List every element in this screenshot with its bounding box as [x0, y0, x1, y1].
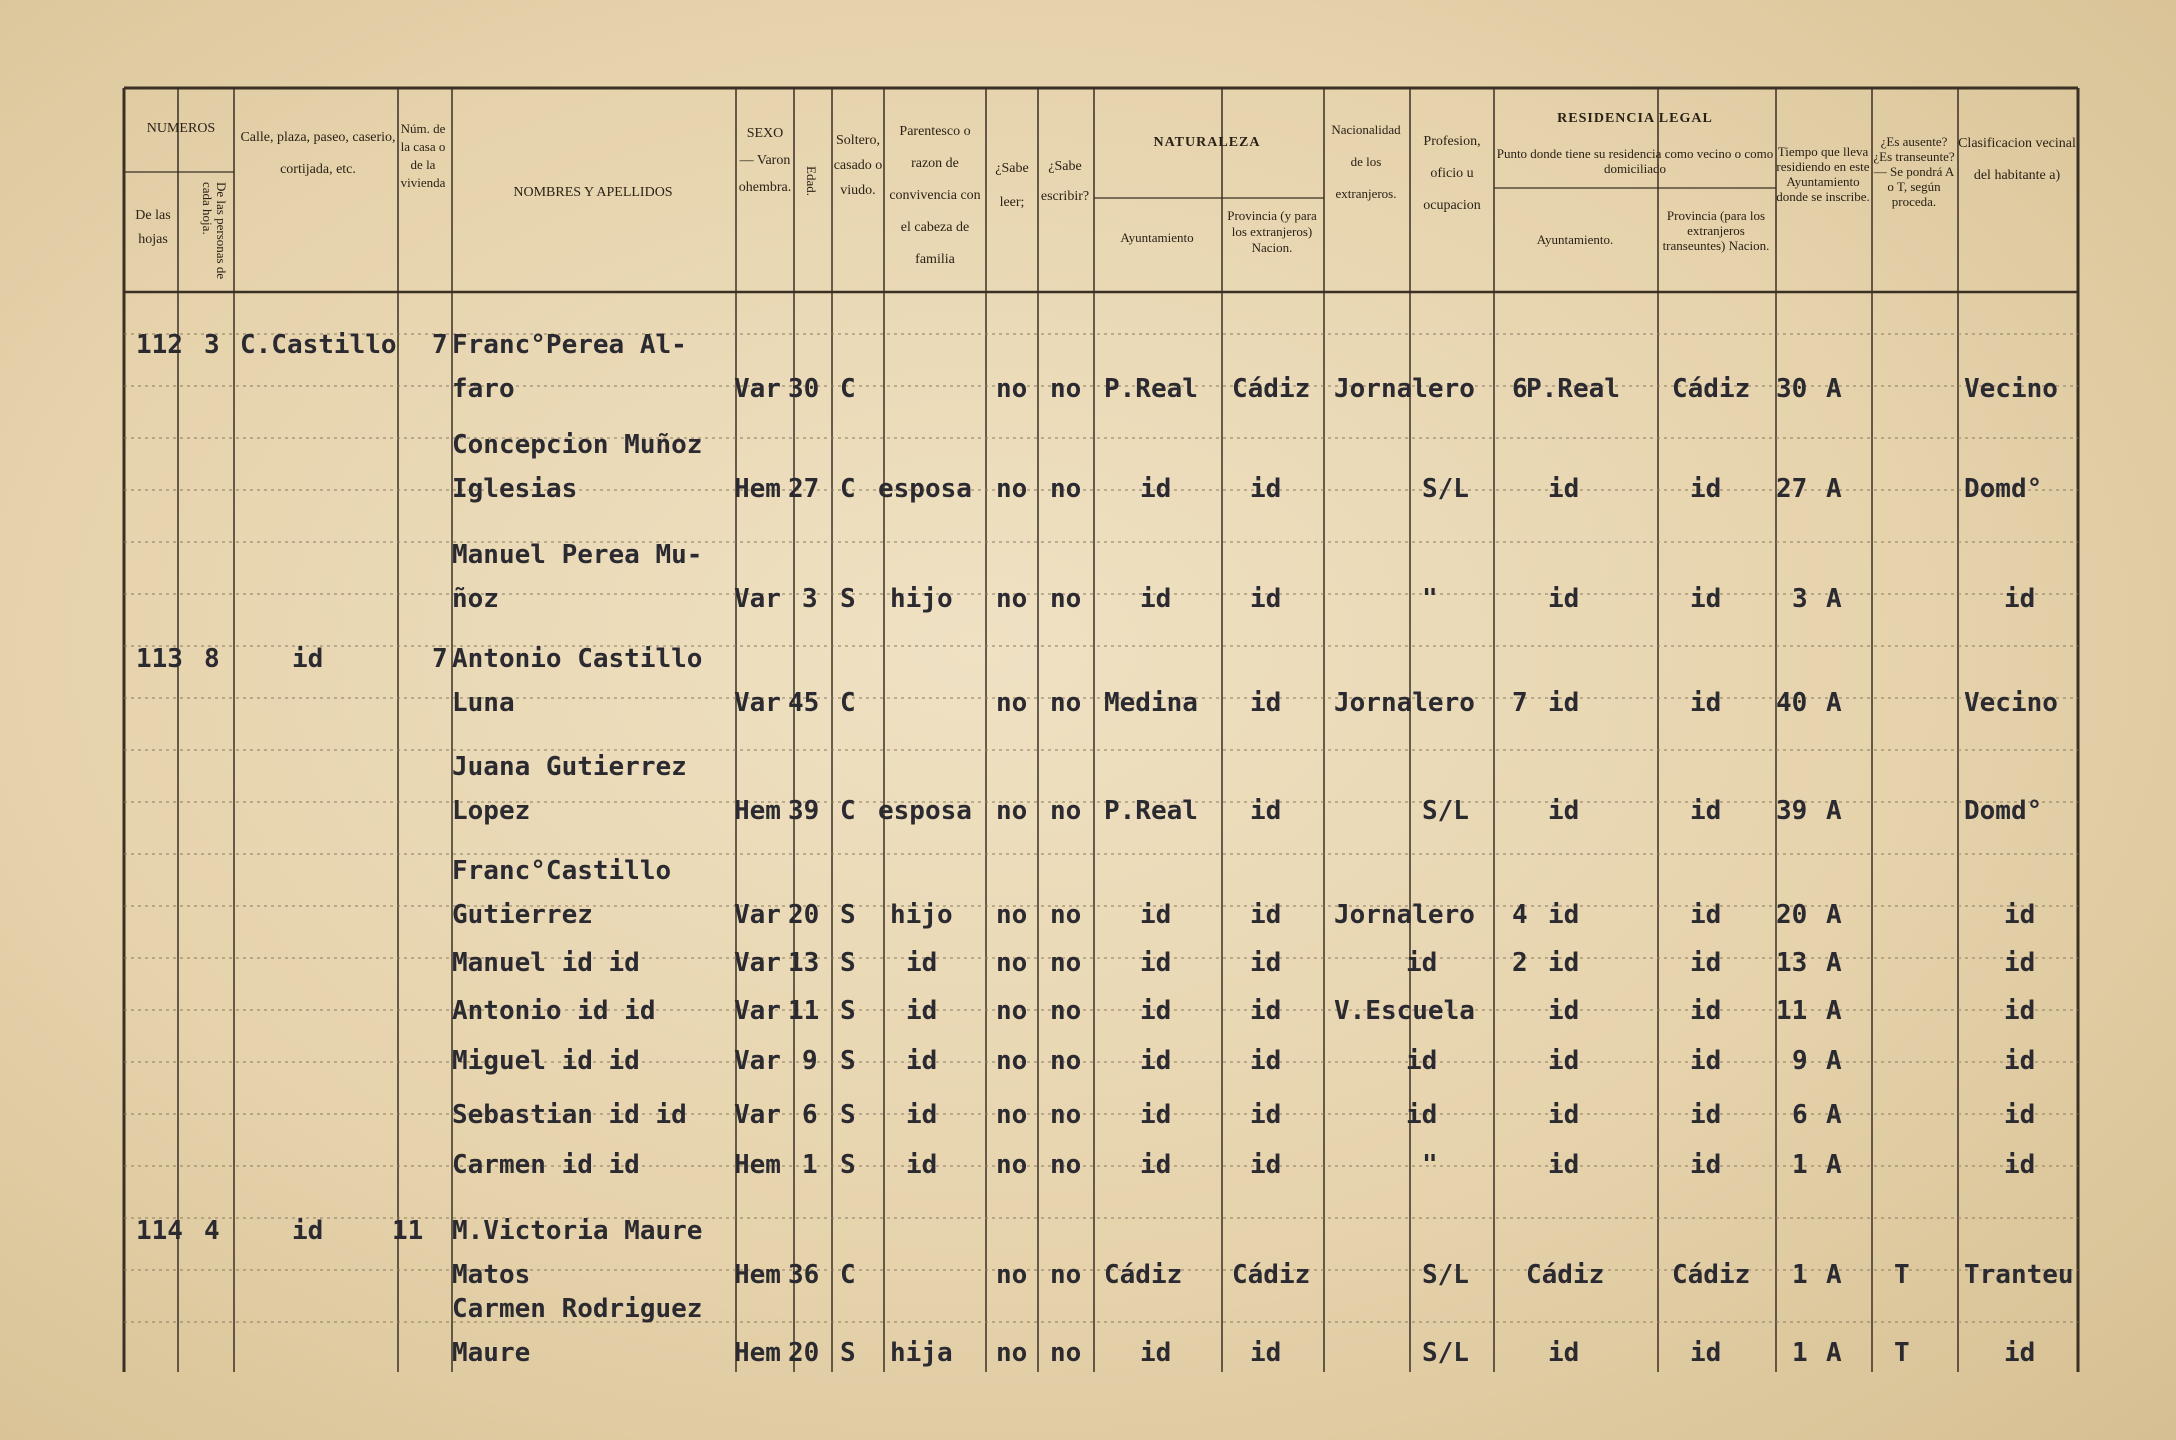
cell-personas: 8: [204, 644, 220, 674]
header-profesion: Profesion, oficio u ocupacion: [1423, 134, 1481, 213]
cell-nat-ayuntamiento: id: [1140, 948, 1172, 978]
cell-tiempo-unidad: A: [1826, 688, 1842, 718]
cell-clasificacion: id: [2004, 1046, 2036, 1076]
cell-nombre: Carmen id id: [452, 1150, 640, 1180]
cell-nat-ayuntamiento: id: [1140, 900, 1172, 930]
cell-sabe-leer: no: [996, 1046, 1028, 1076]
cell-tiempo-unidad: A: [1826, 1338, 1842, 1368]
cell-res-ayuntamiento: id: [1548, 584, 1580, 614]
cell-tiempo: 9: [1792, 1046, 1808, 1076]
cell-edad: 36: [788, 1260, 820, 1290]
cell-estado: C: [840, 1260, 856, 1290]
cell-hoja: 112: [136, 330, 183, 360]
header-nacionalidad: Nacionalidad de los extranjeros.: [1331, 122, 1401, 201]
cell-sabe-leer: no: [996, 900, 1028, 930]
header-sexo: SEXO — Varon ohembra.: [738, 126, 792, 195]
cell-edad: 30: [788, 374, 820, 404]
cell-res-provincia: id: [1690, 1046, 1722, 1076]
cell-sabe-escribir: no: [1050, 688, 1082, 718]
cell-nombre: Manuel Perea Mu-: [452, 540, 703, 570]
cell-clasificacion: Tranteu: [1964, 1260, 2074, 1290]
cell-edad: 6: [802, 1100, 818, 1130]
cell-parentesco: esposa: [878, 474, 972, 504]
cell-res-provincia: id: [1690, 1338, 1722, 1368]
cell-parentesco: hijo: [890, 900, 953, 930]
header-res-provincia: Provincia (para los extranjeros transeuntes) Nacion.: [1662, 208, 1770, 253]
cell-edad: 45: [788, 688, 820, 718]
cell-tiempo: 1: [1792, 1150, 1808, 1180]
cell-clasificacion: Domd°: [1964, 796, 2043, 826]
cell-edad: 3: [802, 584, 818, 614]
cell-estado: S: [840, 1046, 856, 1076]
cell-edad: 1: [802, 1150, 818, 1180]
cell-res-numero: 4: [1512, 900, 1528, 930]
cell-sabe-escribir: no: [1050, 1338, 1082, 1368]
cell-tiempo-unidad: A: [1826, 374, 1842, 404]
cell-sexo: Hem: [734, 474, 781, 504]
cell-nat-ayuntamiento: P.Real: [1104, 374, 1198, 404]
cell-sabe-leer: no: [996, 996, 1028, 1026]
cell-tiempo-unidad: A: [1826, 900, 1842, 930]
cell-tiempo: 3: [1792, 584, 1808, 614]
cell-calle: C.Castillo: [240, 330, 397, 360]
cell-nat-ayuntamiento: id: [1140, 474, 1172, 504]
cell-res-ayuntamiento: id: [1548, 1046, 1580, 1076]
cell-estado: C: [840, 796, 856, 826]
cell-profesion: id: [1406, 1046, 1438, 1076]
cell-sabe-leer: no: [996, 688, 1028, 718]
cell-clasificacion: Vecino: [1964, 374, 2058, 404]
cell-nat-ayuntamiento: id: [1140, 584, 1172, 614]
cell-sexo: Hem: [734, 796, 781, 826]
cell-estado: S: [840, 1100, 856, 1130]
cell-sabe-leer: no: [996, 1338, 1028, 1368]
cell-edad: 9: [802, 1046, 818, 1076]
cell-nat-ayuntamiento: Cádiz: [1104, 1260, 1183, 1290]
cell-profesion: S/L: [1422, 1338, 1469, 1368]
cell-tiempo-unidad: A: [1826, 996, 1842, 1026]
cell-res-ayuntamiento: id: [1548, 1338, 1580, 1368]
header-nat-provincia: Provincia (y para los extranjeros) Nacion.: [1227, 208, 1317, 255]
cell-parentesco: id: [906, 1150, 938, 1180]
cell-sabe-leer: no: [996, 474, 1028, 504]
cell-nat-ayuntamiento: id: [1140, 1100, 1172, 1130]
cell-sabe-escribir: no: [1050, 584, 1082, 614]
cell-nat-provincia: id: [1250, 900, 1282, 930]
cell-hoja: 114: [136, 1216, 183, 1246]
cell-sabe-escribir: no: [1050, 996, 1082, 1026]
header-ausente: ¿Es ausente? ¿Es transeunte? — Se pondrá A o T, según proceda.: [1873, 134, 1955, 209]
cell-estado: S: [840, 996, 856, 1026]
cell-nombre: Antonio id id: [452, 996, 656, 1026]
cell-profesion: Jornalero: [1334, 688, 1475, 718]
header-sabe-leer: ¿Sabe leer;: [995, 161, 1029, 210]
cell-res-provincia: id: [1690, 796, 1722, 826]
cell-res-provincia: id: [1690, 688, 1722, 718]
cell-parentesco: hija: [890, 1338, 953, 1368]
cell-sabe-leer: no: [996, 374, 1028, 404]
cell-tiempo-unidad: A: [1826, 1150, 1842, 1180]
cell-estado: S: [840, 900, 856, 930]
cell-res-provincia: id: [1690, 900, 1722, 930]
cell-res-numero: 6: [1512, 374, 1528, 404]
cell-nombre: ñoz: [452, 584, 499, 614]
cell-nat-provincia: id: [1250, 584, 1282, 614]
cell-parentesco: esposa: [878, 796, 972, 826]
cell-tiempo: 40: [1776, 688, 1808, 718]
cell-res-provincia: id: [1690, 474, 1722, 504]
cell-nombre: M.Victoria Maure: [452, 1216, 703, 1246]
cell-estado: S: [840, 948, 856, 978]
cell-nat-provincia: id: [1250, 1046, 1282, 1076]
cell-num-casa: 7: [432, 644, 448, 674]
cell-nat-provincia: id: [1250, 1338, 1282, 1368]
cell-profesion: id: [1406, 1100, 1438, 1130]
cell-edad: 27: [788, 474, 820, 504]
cell-res-provincia: id: [1690, 1100, 1722, 1130]
header-sabe-escribir: ¿Sabe escribir?: [1040, 159, 1090, 204]
cell-edad: 13: [788, 948, 820, 978]
cell-clasificacion: Vecino: [1964, 688, 2058, 718]
cell-nat-provincia: id: [1250, 948, 1282, 978]
header-clasificacion: Clasificacion vecinal del habitante a): [1958, 136, 2076, 183]
cell-res-provincia: id: [1690, 948, 1722, 978]
cell-sabe-escribir: no: [1050, 374, 1082, 404]
cell-tiempo-unidad: A: [1826, 1046, 1842, 1076]
cell-parentesco: id: [906, 996, 938, 1026]
cell-res-ayuntamiento: id: [1548, 474, 1580, 504]
cell-sabe-escribir: no: [1050, 1260, 1082, 1290]
cell-tiempo-unidad: A: [1826, 584, 1842, 614]
cell-sabe-escribir: no: [1050, 900, 1082, 930]
cell-clasificacion: id: [2004, 1100, 2036, 1130]
cell-clasificacion: id: [2004, 900, 2036, 930]
cell-res-provincia: id: [1690, 1150, 1722, 1180]
cell-nombre: Matos: [452, 1260, 531, 1290]
cell-parentesco: id: [906, 948, 938, 978]
cell-nombre: Gutierrez: [452, 900, 593, 930]
cell-res-provincia: id: [1690, 584, 1722, 614]
cell-nat-ayuntamiento: id: [1140, 1338, 1172, 1368]
cell-res-ayuntamiento: id: [1548, 1150, 1580, 1180]
cell-nombre: Maure: [452, 1338, 531, 1368]
cell-res-numero: 2: [1512, 948, 1528, 978]
header-tiempo: Tiempo que lleva residiendo en este Ayuntamiento donde se inscribe.: [1776, 144, 1870, 204]
cell-parentesco: id: [906, 1046, 938, 1076]
cell-sexo: Hem: [734, 1338, 781, 1368]
cell-edad: 20: [788, 1338, 820, 1368]
cell-estado: C: [840, 374, 856, 404]
cell-res-ayuntamiento: id: [1548, 900, 1580, 930]
cell-profesion: Jornalero: [1334, 900, 1475, 930]
cell-estado: C: [840, 474, 856, 504]
cell-nombre: Antonio Castillo: [452, 644, 703, 674]
cell-res-provincia: Cádiz: [1672, 1260, 1751, 1290]
cell-tiempo: 1: [1792, 1338, 1808, 1368]
cell-sabe-escribir: no: [1050, 1100, 1082, 1130]
cell-ausente: T: [1894, 1338, 1910, 1368]
cell-profesion: Jornalero: [1334, 374, 1475, 404]
cell-nombre: Juana Gutierrez: [452, 752, 687, 782]
cell-tiempo: 13: [1776, 948, 1808, 978]
cell-nat-provincia: id: [1250, 688, 1282, 718]
cell-profesion: id: [1406, 948, 1438, 978]
cell-nombre: Miguel id id: [452, 1046, 640, 1076]
cell-res-ayuntamiento: id: [1548, 796, 1580, 826]
cell-nombre: Carmen Rodriguez: [452, 1294, 703, 1324]
cell-tiempo: 6: [1792, 1100, 1808, 1130]
cell-tiempo-unidad: A: [1826, 948, 1842, 978]
cell-sexo: Var: [734, 584, 781, 614]
cell-nat-provincia: id: [1250, 474, 1282, 504]
cell-tiempo: 11: [1776, 996, 1808, 1026]
cell-nombre: Manuel id id: [452, 948, 640, 978]
cell-edad: 20: [788, 900, 820, 930]
cell-sabe-leer: no: [996, 584, 1028, 614]
cell-clasificacion: id: [2004, 996, 2036, 1026]
cell-parentesco: id: [906, 1100, 938, 1130]
cell-estado: C: [840, 688, 856, 718]
cell-nat-ayuntamiento: Medina: [1104, 688, 1198, 718]
cell-nombre: Sebastian id id: [452, 1100, 687, 1130]
cell-sabe-escribir: no: [1050, 1046, 1082, 1076]
header-edad: Edad.: [804, 166, 819, 196]
cell-sexo: Var: [734, 688, 781, 718]
cell-nat-provincia: Cádiz: [1232, 374, 1311, 404]
cell-profesion: ": [1422, 1150, 1438, 1180]
cell-res-numero: 7: [1512, 688, 1528, 718]
cell-nombre: Iglesias: [452, 474, 578, 504]
cell-res-ayuntamiento: id: [1548, 1100, 1580, 1130]
cell-res-ayuntamiento: Cádiz: [1526, 1260, 1605, 1290]
cell-tiempo-unidad: A: [1826, 474, 1842, 504]
cell-sexo: Var: [734, 1100, 781, 1130]
cell-sexo: Hem: [734, 1260, 781, 1290]
header-residencia: RESIDENCIA LEGAL: [1557, 111, 1713, 126]
cell-res-ayuntamiento: P.Real: [1526, 374, 1620, 404]
cell-clasificacion: id: [2004, 1150, 2036, 1180]
header-nat-ayuntamiento: Ayuntamiento: [1120, 230, 1194, 245]
cell-personas: 4: [204, 1216, 220, 1246]
cell-hoja: 113: [136, 644, 183, 674]
cell-calle: id: [292, 1216, 324, 1246]
header-numeros: NUMEROS: [146, 121, 216, 136]
cell-res-ayuntamiento: id: [1548, 948, 1580, 978]
cell-sexo: Var: [734, 948, 781, 978]
cell-nombre: Lopez: [452, 796, 531, 826]
cell-profesion: S/L: [1422, 474, 1469, 504]
cell-res-provincia: Cádiz: [1672, 374, 1751, 404]
cell-edad: 11: [788, 996, 820, 1026]
cell-sabe-leer: no: [996, 1260, 1028, 1290]
cell-sexo: Var: [734, 1046, 781, 1076]
cell-tiempo: 39: [1776, 796, 1808, 826]
cell-clasificacion: Domd°: [1964, 474, 2043, 504]
cell-num-casa: 11: [392, 1216, 424, 1246]
cell-tiempo: 27: [1776, 474, 1808, 504]
cell-clasificacion: id: [2004, 584, 2036, 614]
cell-sabe-escribir: no: [1050, 948, 1082, 978]
header-de-las-hojas: De las hojas: [135, 208, 171, 247]
cell-sexo: Var: [734, 900, 781, 930]
cell-sabe-leer: no: [996, 1150, 1028, 1180]
cell-sexo: Var: [734, 996, 781, 1026]
header-calle: Calle, plaza, paseo, caserio, cortijada, etc.: [240, 130, 396, 177]
cell-nat-provincia: Cádiz: [1232, 1260, 1311, 1290]
cell-tiempo: 30: [1776, 374, 1808, 404]
cell-estado: S: [840, 1338, 856, 1368]
cell-tiempo-unidad: A: [1826, 1100, 1842, 1130]
cell-nat-provincia: id: [1250, 796, 1282, 826]
cell-nat-provincia: id: [1250, 1150, 1282, 1180]
cell-estado: S: [840, 584, 856, 614]
cell-num-casa: 7: [432, 330, 448, 360]
cell-sabe-leer: no: [996, 796, 1028, 826]
cell-nombre: Franc°Perea Al-: [452, 330, 687, 360]
header-residencia-sub: Punto donde tiene su residencia como vecino o como domiciliado: [1496, 146, 1774, 176]
cell-nat-ayuntamiento: P.Real: [1104, 796, 1198, 826]
cell-nat-ayuntamiento: id: [1140, 1150, 1172, 1180]
header-parentesco: Parentesco o razon de convivencia con el cabeza de familia: [889, 124, 981, 267]
cell-edad: 39: [788, 796, 820, 826]
cell-sexo: Var: [734, 374, 781, 404]
cell-tiempo: 1: [1792, 1260, 1808, 1290]
cell-nombre: Franc°Castillo: [452, 856, 672, 886]
cell-nombre: Concepcion Muñoz: [452, 430, 703, 460]
cell-clasificacion: id: [2004, 1338, 2036, 1368]
cell-ausente: T: [1894, 1260, 1910, 1290]
header-estado: Soltero, casado o viudo.: [833, 133, 883, 198]
cell-res-provincia: id: [1690, 996, 1722, 1026]
cell-profesion: S/L: [1422, 1260, 1469, 1290]
cell-tiempo: 20: [1776, 900, 1808, 930]
cell-clasificacion: id: [2004, 948, 2036, 978]
cell-sabe-leer: no: [996, 1100, 1028, 1130]
cell-sabe-leer: no: [996, 948, 1028, 978]
cell-calle: id: [292, 644, 324, 674]
cell-res-ayuntamiento: id: [1548, 688, 1580, 718]
cell-nat-provincia: id: [1250, 996, 1282, 1026]
cell-profesion: V.Escuela: [1334, 996, 1475, 1026]
cell-nat-ayuntamiento: id: [1140, 1046, 1172, 1076]
cell-nat-provincia: id: [1250, 1100, 1282, 1130]
header-num-casa: Núm. de la casa o de la vivienda: [400, 121, 446, 190]
cell-res-ayuntamiento: id: [1548, 996, 1580, 1026]
header-res-ayuntamiento: Ayuntamiento.: [1536, 232, 1614, 247]
cell-profesion: S/L: [1422, 796, 1469, 826]
cell-sexo: Hem: [734, 1150, 781, 1180]
cell-tiempo-unidad: A: [1826, 1260, 1842, 1290]
cell-profesion: ": [1422, 584, 1438, 614]
cell-sabe-escribir: no: [1050, 1150, 1082, 1180]
cell-nat-ayuntamiento: id: [1140, 996, 1172, 1026]
cell-personas: 3: [204, 330, 220, 360]
cell-sabe-escribir: no: [1050, 474, 1082, 504]
header-nombres: NOMBRES Y APELLIDOS: [513, 185, 673, 200]
header-de-las-personas: De las personas de cada hoja.: [200, 182, 229, 280]
cell-sabe-escribir: no: [1050, 796, 1082, 826]
cell-nombre: faro: [452, 374, 515, 404]
cell-tiempo-unidad: A: [1826, 796, 1842, 826]
header-naturaleza: NATURALEZA: [1153, 135, 1261, 150]
cell-estado: S: [840, 1150, 856, 1180]
cell-nombre: Luna: [452, 688, 515, 718]
cell-parentesco: hijo: [890, 584, 953, 614]
